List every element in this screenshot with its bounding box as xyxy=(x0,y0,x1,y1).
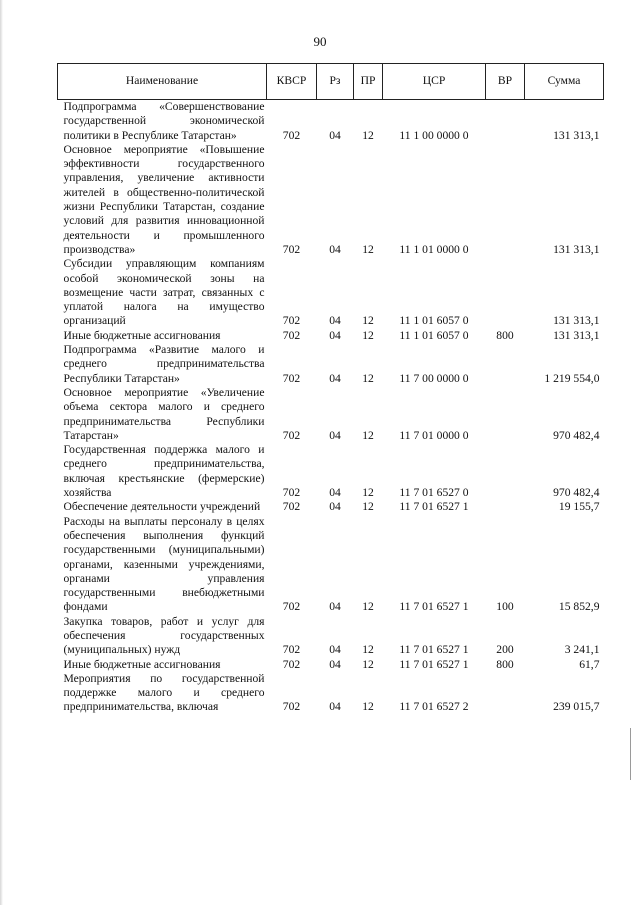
header-csr: ЦСР xyxy=(383,64,486,100)
row-kvsr: 702 xyxy=(282,500,301,514)
row-csr: 11 1 01 6057 0 xyxy=(399,328,469,342)
row-name: Расходы на выплаты персоналу в целях обеспечения выполнения функций государственными (муниципальными) органами, казенными учреждениями, органами управления государственными внебюджетными фондами xyxy=(63,514,265,614)
row-rz: 04 xyxy=(329,643,341,657)
row-csr: 11 1 01 0000 0 xyxy=(399,242,469,256)
row-vr xyxy=(486,143,525,257)
row-kvsr: 702 xyxy=(282,700,301,714)
scan-edge-shadow xyxy=(0,0,3,905)
row-pr: 12 xyxy=(362,371,374,385)
row-pr: 12 xyxy=(362,500,374,514)
row-name: Иные бюджетные ассигнования xyxy=(63,657,221,671)
row-kvsr: 702 xyxy=(282,242,301,256)
row-csr: 11 7 00 0000 0 xyxy=(399,371,469,385)
row-csr: 11 7 01 0000 0 xyxy=(399,428,469,442)
row-sum: 3 241,1 xyxy=(564,643,600,657)
row-sum: 61,7 xyxy=(579,657,600,671)
row-name: Закупка товаров, работ и услуг для обеспечения государственных (муниципальных) нужд xyxy=(63,614,265,657)
header-pr: ПР xyxy=(354,64,383,100)
row-name: Мероприятия по государственной поддержке малого и среднего предпринимательства, включая xyxy=(63,671,265,714)
table-row xyxy=(58,257,604,328)
row-name: Подпрограмма «Развитие малого и среднего предпринимательства Республики Татарстан» xyxy=(63,343,265,385)
row-vr xyxy=(486,443,525,500)
table-row xyxy=(58,615,604,658)
row-kvsr: 702 xyxy=(282,328,301,342)
table-header xyxy=(58,64,604,100)
row-sum: 970 482,4 xyxy=(553,486,600,500)
table-body xyxy=(58,100,604,715)
row-pr: 12 xyxy=(362,242,374,256)
budget-table xyxy=(57,63,604,715)
row-vr: 800 xyxy=(496,328,514,342)
row-sum: 19 155,7 xyxy=(558,500,600,514)
row-vr xyxy=(486,343,525,386)
row-kvsr: 702 xyxy=(282,128,301,142)
row-rz: 04 xyxy=(329,500,341,514)
header-name: Наименование xyxy=(58,64,267,100)
row-pr: 12 xyxy=(362,600,374,614)
row-vr xyxy=(486,257,525,328)
row-csr: 11 7 01 6527 1 xyxy=(399,643,469,657)
row-sum: 1 219 554,0 xyxy=(544,371,600,385)
row-vr: 200 xyxy=(496,643,514,657)
row-csr: 11 1 00 0000 0 xyxy=(399,128,469,142)
row-rz: 04 xyxy=(329,657,341,671)
row-rz: 04 xyxy=(329,428,341,442)
row-vr xyxy=(486,386,525,443)
row-pr: 12 xyxy=(362,657,374,671)
row-rz: 04 xyxy=(329,242,341,256)
row-kvsr: 702 xyxy=(282,314,301,328)
row-sum: 239 015,7 xyxy=(553,700,600,714)
row-vr xyxy=(486,672,525,715)
row-sum: 131 313,1 xyxy=(553,314,600,328)
row-name: Государственная поддержка малого и среднего предпринимательства, включая крестьянские (фермерские) хозяйства xyxy=(63,443,265,500)
row-sum: 131 313,1 xyxy=(553,128,600,142)
row-vr xyxy=(486,500,525,514)
row-pr: 12 xyxy=(362,314,374,328)
row-rz: 04 xyxy=(329,328,341,342)
row-rz: 04 xyxy=(329,600,341,614)
table-row xyxy=(58,100,604,143)
row-kvsr: 702 xyxy=(282,371,301,385)
table-header-row xyxy=(58,64,604,100)
scan-artifact-line xyxy=(630,728,631,780)
table-row xyxy=(58,443,604,500)
row-rz: 04 xyxy=(329,314,341,328)
row-rz: 04 xyxy=(329,128,341,142)
page-number: 90 xyxy=(313,34,327,49)
row-rz: 04 xyxy=(329,486,341,500)
row-pr: 12 xyxy=(362,128,374,142)
table-row xyxy=(58,343,604,386)
table-row xyxy=(58,329,604,343)
row-sum: 131 313,1 xyxy=(553,242,600,256)
table-row xyxy=(58,672,604,715)
row-name: Иные бюджетные ассигнования xyxy=(63,328,221,342)
header-kvsr: КВСР xyxy=(267,64,317,100)
row-vr xyxy=(486,100,525,143)
row-rz: 04 xyxy=(329,371,341,385)
row-csr: 11 7 01 6527 1 xyxy=(399,657,469,671)
row-vr: 800 xyxy=(496,657,514,671)
row-name: Подпрограмма «Совершенствование государственной экономической политики в Республике Татарстан» xyxy=(63,100,265,142)
row-kvsr: 702 xyxy=(282,643,301,657)
table-row xyxy=(58,658,604,672)
row-vr: 100 xyxy=(496,600,514,614)
header-rz: Рз xyxy=(317,64,354,100)
table-row xyxy=(58,143,604,257)
row-pr: 12 xyxy=(362,643,374,657)
row-pr: 12 xyxy=(362,700,374,714)
row-name: Субсидии управляющим компаниям особой экономической зоны на возмещение части затрат, связанных с уплатой налога на имущество организаций xyxy=(63,257,265,328)
table-row xyxy=(58,515,604,615)
row-pr: 12 xyxy=(362,428,374,442)
row-sum: 131 313,1 xyxy=(553,328,600,342)
header-vr: ВР xyxy=(486,64,525,100)
row-pr: 12 xyxy=(362,486,374,500)
row-name: Основное мероприятие «Увеличение объема сектора малого и среднего предпринимательства Республики Татарстан» xyxy=(63,385,265,442)
row-kvsr: 702 xyxy=(282,486,301,500)
row-csr: 11 1 01 6057 0 xyxy=(399,314,469,328)
row-kvsr: 702 xyxy=(282,657,301,671)
row-csr: 11 7 01 6527 2 xyxy=(399,700,469,714)
row-kvsr: 702 xyxy=(282,428,301,442)
header-sum: Сумма xyxy=(525,64,604,100)
row-kvsr: 702 xyxy=(282,600,301,614)
row-sum: 970 482,4 xyxy=(553,428,600,442)
row-name: Основное мероприятие «Повышение эффективности государственного управления, увеличение активности жителей в общественно-политической жизни Республики Татарстан, создание условий для развития инновационной деятельности и промышленного производства» xyxy=(63,142,265,256)
table-row xyxy=(58,386,604,443)
row-csr: 11 7 01 6527 0 xyxy=(399,486,469,500)
row-name: Обеспечение деятельности учреждений xyxy=(63,500,261,514)
row-pr: 12 xyxy=(362,328,374,342)
table-row xyxy=(58,500,604,514)
row-csr: 11 7 01 6527 1 xyxy=(399,500,469,514)
row-csr: 11 7 01 6527 1 xyxy=(399,600,469,614)
row-rz: 04 xyxy=(329,700,341,714)
row-sum: 15 852,9 xyxy=(558,600,600,614)
